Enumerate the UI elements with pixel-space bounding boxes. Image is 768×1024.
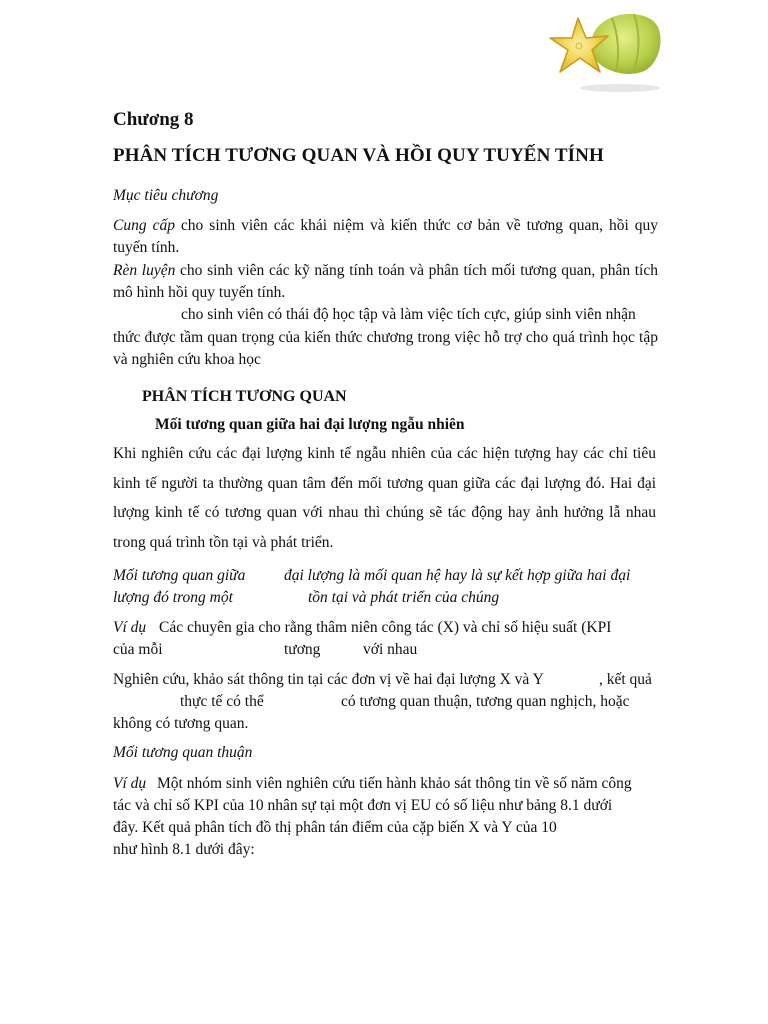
objective-text: cho sinh viên các khái niệm và kiến thức cơ bản về tương quan, hồi quy tuyến tính.	[113, 217, 658, 256]
example-lead: Ví dụ	[113, 619, 147, 636]
research-text-part-1: Nghiên cứu, khảo sát thông tin tại các đơn vị về hai đại lượng X và Y	[113, 671, 544, 688]
research-text-part-4: có tương quan thuận, tương quan nghịch, hoặc	[341, 693, 630, 710]
objective-lead: Rèn luyện	[113, 262, 176, 279]
example-lead: Ví dụ	[113, 775, 147, 792]
section-heading: PHÂN TÍCH TƯƠNG QUAN	[142, 388, 347, 405]
objective-paragraph-1	[113, 215, 658, 259]
objective-lead: Cung cấp	[113, 217, 175, 234]
subsection-heading: Mối tương quan giữa hai đại lượng ngẫu nhiên	[155, 416, 465, 433]
positive-text-line-3: đây. Kết quả phân tích đồ thị phân tán điểm của cặp biến X và Y của 10	[113, 819, 557, 836]
research-text-part-5: không có tương quan.	[113, 715, 249, 732]
objective-3-line-1: cho sinh viên có thái độ học tập và làm việc tích cực, giúp sinh viên nhận	[181, 306, 636, 323]
positive-text-line-1: Một nhóm sinh viên nghiên cứu tiến hành khảo sát thông tin về số năm công	[157, 775, 632, 792]
example-text-part-3: với nhau	[363, 641, 418, 658]
definition-part-3: lượng đó trong một	[113, 589, 233, 606]
chapter-number: Chương 8	[113, 109, 194, 130]
objective-paragraph-2	[113, 260, 658, 304]
intro-paragraph: Khi nghiên cứu các đại lượng kinh tế ngẫu nhiên của các hiện tượng hay các chỉ tiêu kinh tế người ta thường quan tâm đến mối tương quan giữa các đại lượng đó. Hai đại lượng kinh tế có tương quan với nhau thì chúng sẽ tác động hay ảnh hưởng lẫ nhau trong quá trình tồn tại và phát triển.	[113, 445, 656, 551]
objective-text: cho sinh viên các kỹ năng tính toán và phân tích mối tương quan, phân tích mô hình hồi quy tuyến tính.	[113, 262, 658, 301]
research-text-part-3: thực tế có thể	[180, 693, 264, 710]
positive-text-line-4: như hình 8.1 dưới đây:	[113, 841, 255, 858]
objective-3-rest: thức được tầm quan trọng của kiến thức chương trong việc hỗ trợ cho quá trình học tập và nghiên cứu khoa học	[113, 329, 658, 368]
definition-part-1: Mối tương quan giữa	[113, 567, 246, 584]
starfruit-image	[536, 4, 668, 94]
positive-heading: Mối tương quan thuận	[113, 744, 253, 761]
example-text-line-1: Các chuyên gia cho rằng thâm niên công tác (X) và chỉ số hiệu suất (KPI	[159, 619, 612, 636]
objectives-heading: Mục tiêu chương	[113, 187, 219, 204]
positive-text-line-2: tác và chỉ số KPI của 10 nhân sự tại một đơn vị EU có số liệu như bảng 8.1 dưới	[113, 797, 613, 814]
chapter-title: PHÂN TÍCH TƯƠNG QUAN VÀ HỒI QUY TUYẾN TÍNH	[113, 145, 604, 166]
example-text-part-1: của mỗi	[113, 641, 163, 658]
definition-part-4: tồn tại và phát triển của chúng	[308, 589, 500, 606]
definition-part-2: đại lượng là mối quan hệ hay là sự kết hợp giữa hai đại	[284, 567, 631, 584]
example-text-part-2: tương	[284, 641, 321, 658]
research-text-part-2: , kết quả	[599, 671, 652, 688]
